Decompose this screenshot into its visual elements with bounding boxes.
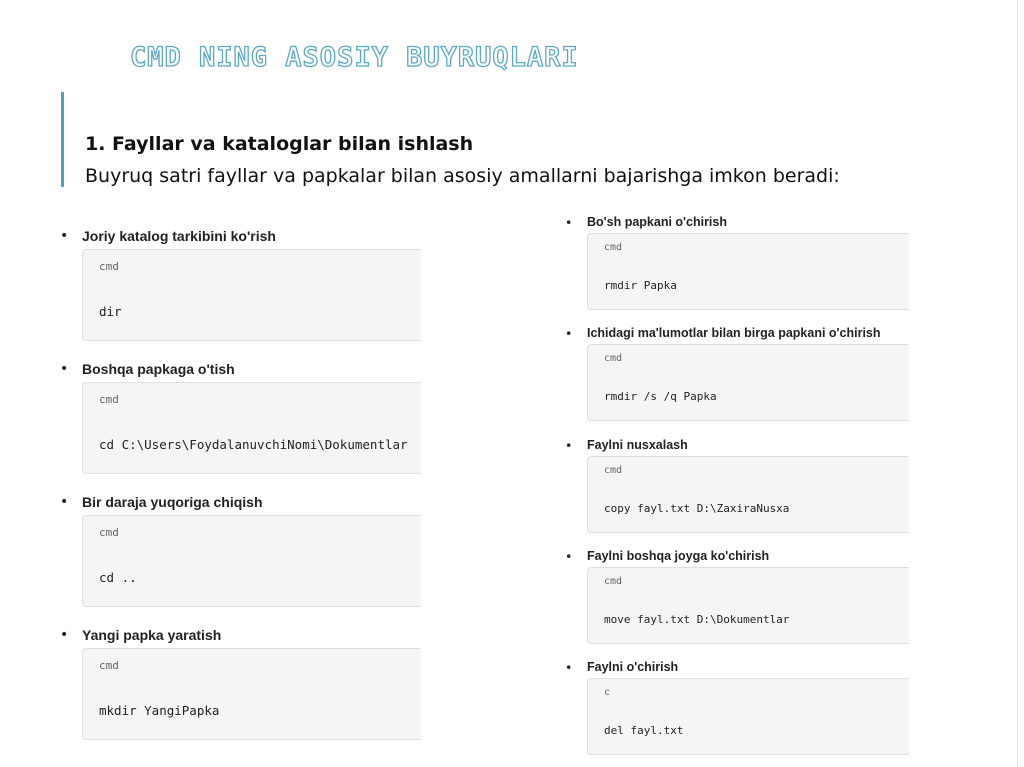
code-block — [587, 344, 909, 421]
bullet: • — [565, 660, 573, 675]
code-language-label: cmd — [604, 465, 623, 476]
slide-title: CMD NING ASOSIY BUYRUQLARI — [130, 42, 579, 73]
command-label: Bir daraja yuqoriga chiqish — [82, 494, 263, 510]
command-label: Faylni o'chirish — [587, 660, 679, 674]
code-language-label: cmd — [99, 526, 119, 539]
code-language-label: cmd — [99, 393, 119, 406]
code-language-label: cmd — [99, 260, 119, 273]
command-label: Boshqa papkaga o'tish — [82, 361, 235, 377]
code-block — [82, 249, 421, 341]
code-text: dir — [99, 304, 122, 319]
code-text: move fayl.txt D:\Dokumentlar — [604, 613, 790, 626]
code-text: rmdir /s /q Papka — [604, 390, 717, 403]
accent-bar — [61, 92, 64, 187]
code-block — [587, 678, 909, 755]
command-label: Faylni boshqa joyga ko'chirish — [587, 549, 770, 563]
code-text: cd .. — [99, 570, 137, 585]
code-language-label: c — [604, 687, 611, 698]
section-intro: Buyruq satri fayllar va papkalar bilan asosiy amallarni bajarishga imkon beradi: — [85, 165, 840, 187]
code-language-label: cmd — [604, 242, 623, 253]
code-block — [82, 648, 421, 740]
code-text: rmdir Papka — [604, 279, 677, 292]
bullet: • — [60, 361, 69, 377]
code-block — [587, 233, 909, 310]
code-block — [82, 382, 421, 474]
section-heading: 1. Fayllar va kataloglar bilan ishlash — [85, 133, 474, 155]
command-label: Faylni nusxalash — [587, 438, 688, 452]
bullet: • — [565, 215, 573, 230]
code-language-label: cmd — [604, 353, 623, 364]
bullet: • — [60, 494, 69, 510]
bullet: • — [60, 228, 69, 244]
bullet: • — [60, 627, 69, 643]
code-language-label: cmd — [99, 659, 119, 672]
code-block — [587, 456, 909, 533]
bullet: • — [565, 326, 573, 341]
code-block — [587, 567, 909, 644]
code-text: mkdir YangiPapka — [99, 703, 220, 718]
code-language-label: cmd — [604, 576, 623, 587]
command-label: Ichidagi ma'lumotlar bilan birga papkani o'chirish — [587, 326, 881, 340]
command-label: Yangi papka yaratish — [82, 627, 222, 643]
code-text: del fayl.txt — [604, 724, 684, 737]
command-label: Bo'sh papkani o'chirish — [587, 215, 727, 229]
bullet: • — [565, 438, 573, 453]
slide-right-edge — [1017, 0, 1018, 767]
code-block — [82, 515, 421, 607]
command-label: Joriy katalog tarkibini ko'rish — [82, 228, 276, 244]
code-text: cd C:\Users\FoydalanuvchiNomi\Dokumentlar — [99, 437, 408, 452]
bullet: • — [565, 549, 573, 564]
code-text: copy fayl.txt D:\ZaxiraNusxa — [604, 502, 790, 515]
